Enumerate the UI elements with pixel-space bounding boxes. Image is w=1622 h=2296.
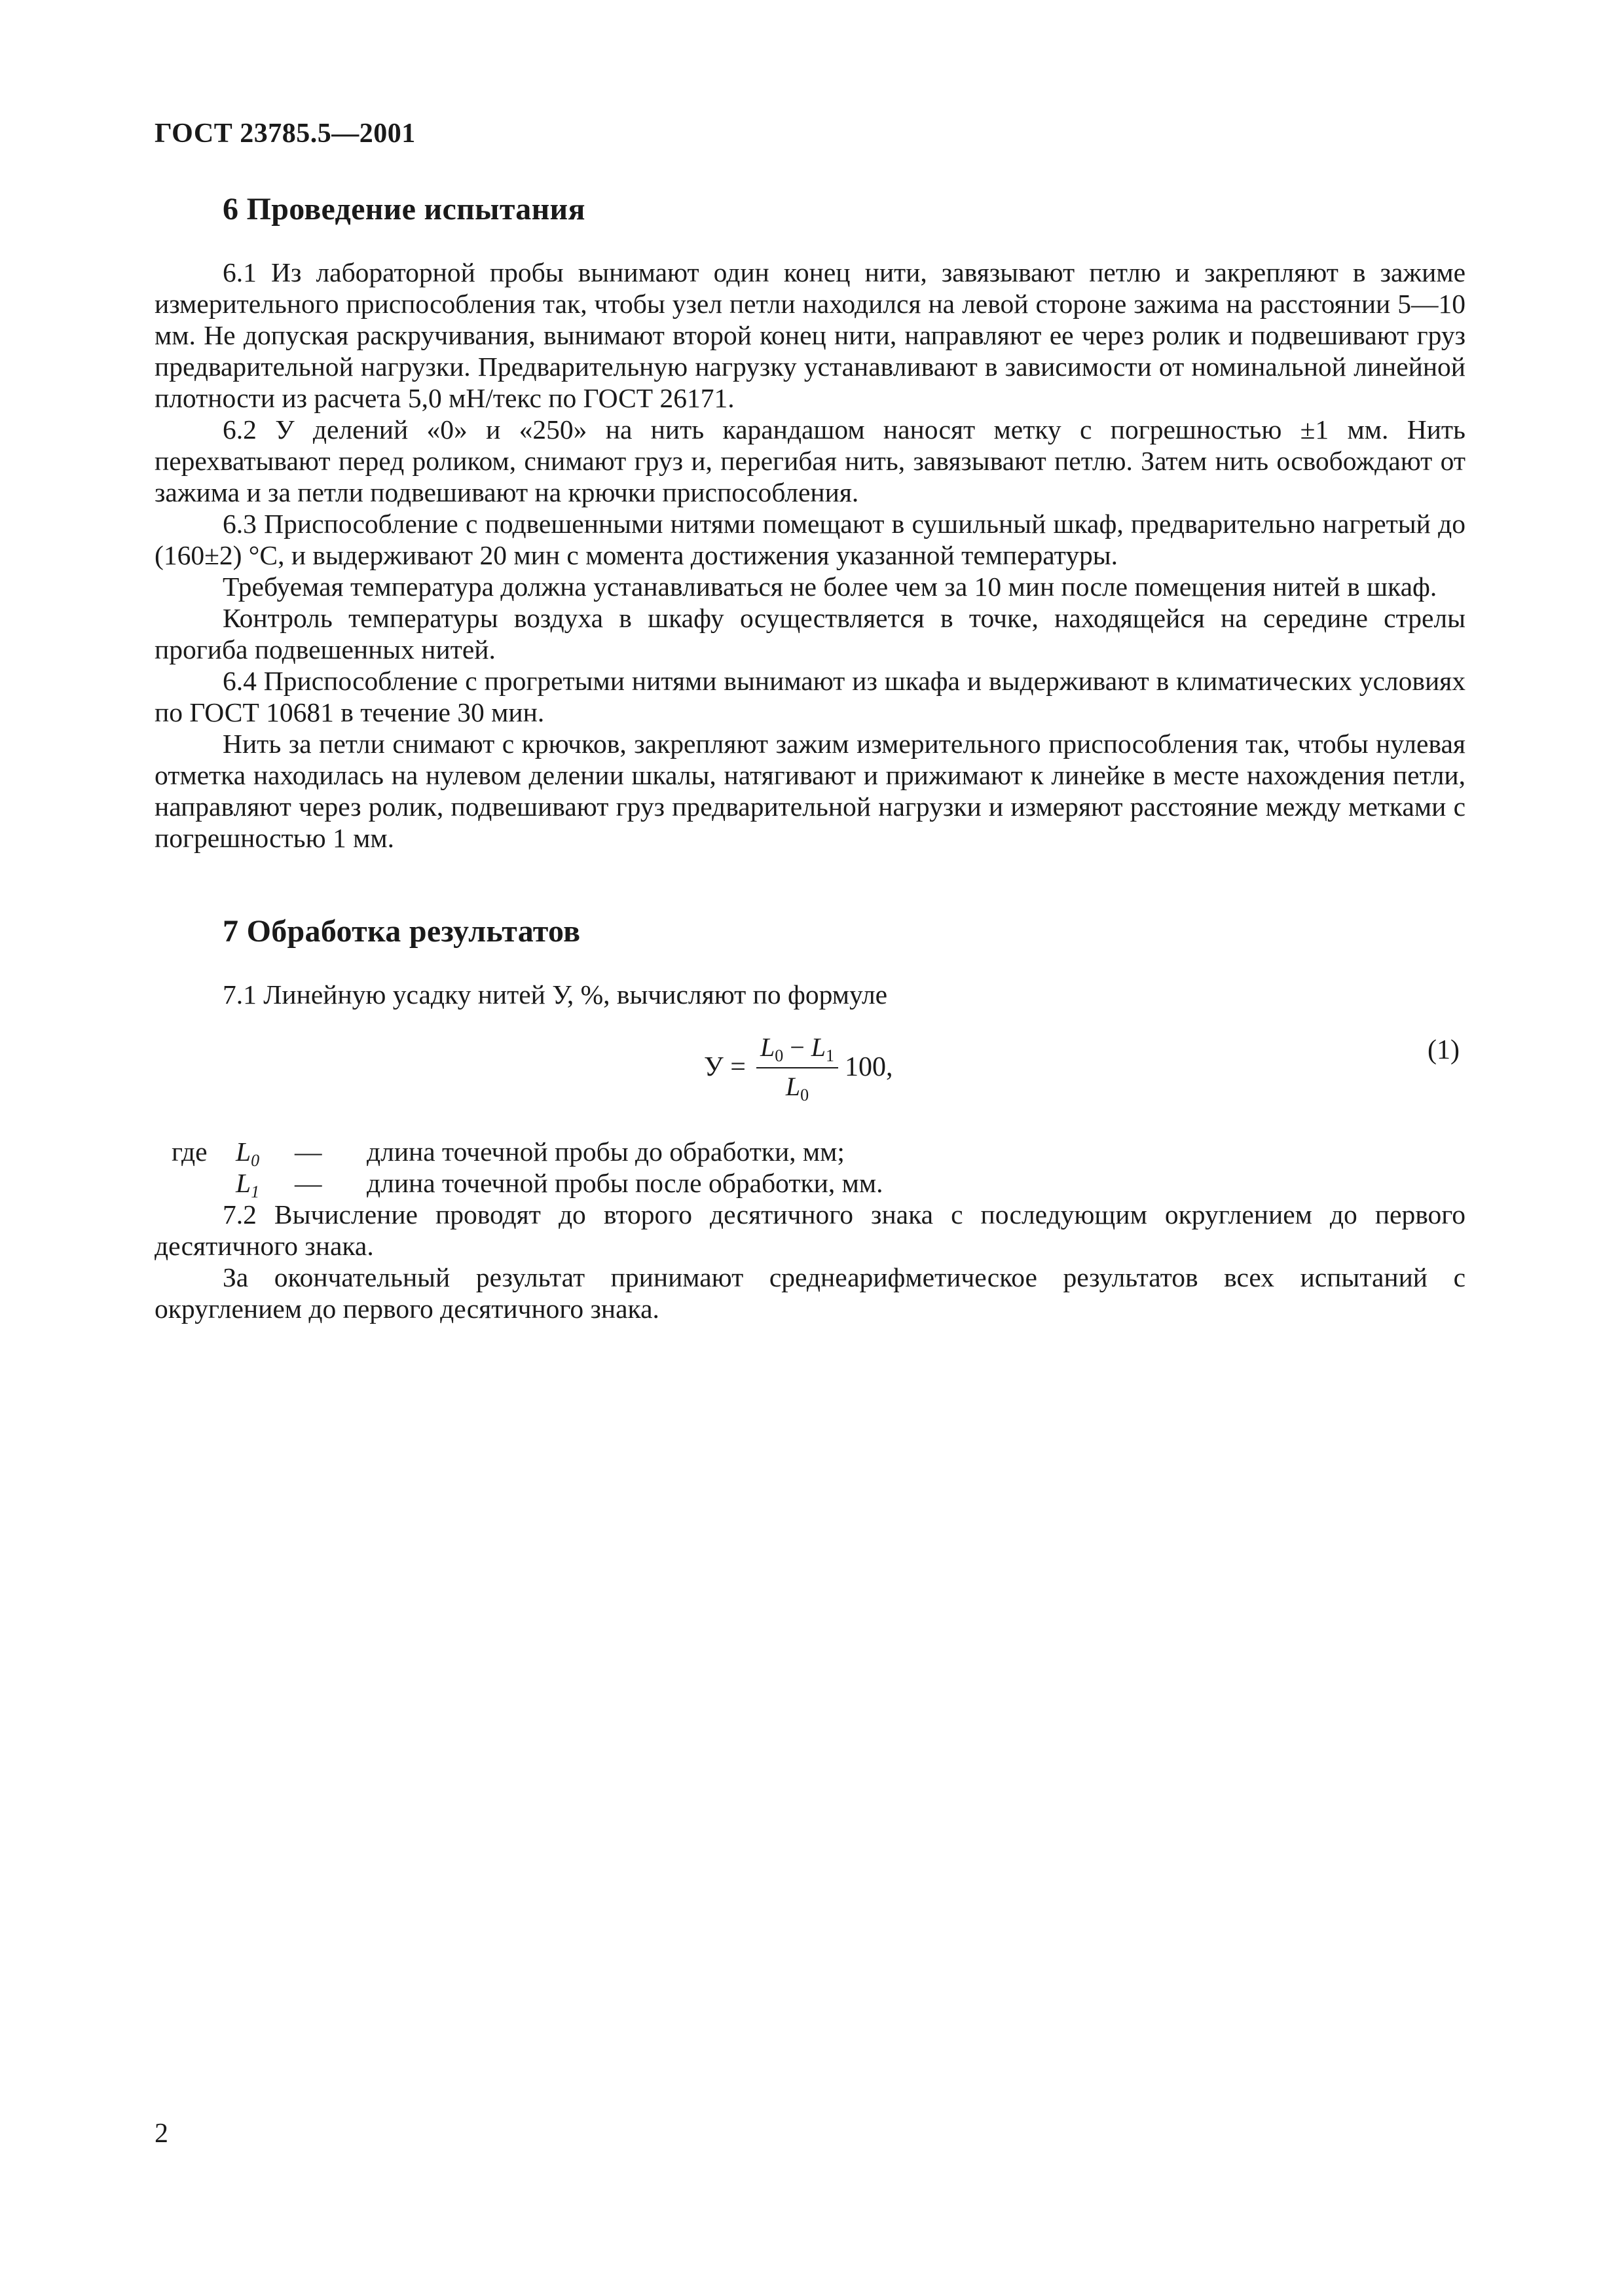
legend-row-l1: $L_1$ — длина точечной пробы после обработки, мм. [236,1168,883,1201]
legend-row-l0: где $L_0$ — длина точечной пробы до обработки, мм; [172,1137,845,1170]
shrinkage-formula [704,1025,893,1110]
paragraph-6-4-measure: Нить за петли снимают с крючков, закрепляют зажим измерительного приспособления так, чтобы нулевая отметка находилась на нулевом делении шкалы, натягивают и прижимают к линейке в месте нахождения петли, направляют через ролик, подвешивают груз предварительной нагрузки и измеряют расстояние между метками с погрешностью 1 мм. [155,729,1465,853]
paragraph-6-3-temperature: Требуемая температура должна устанавливаться не более чем за 10 мин после помещения нитей в шкаф. [223,572,1437,602]
document-code: ГОСТ 23785.5—2001 [155,118,416,149]
legend-text: длина точечной пробы после обработки, мм. [367,1168,883,1198]
page-number: 2 [155,2119,168,2149]
paragraph-6-1: 6.1 Из лабораторной пробы вынимают один конец нити, завязывают петлю и закрепляют в зажиме измерительного приспособления так, чтобы узел петли находился на левой стороне зажима на расстоянии 5—10 мм. Не допуская раскручивания, вынимают второй конец нити, направляют ее через ролик и подвешивают груз предварительной нагрузки. Предварительную нагрузку устанавливают в зависимости от номинальной линейной плотности из расчета 5,0 мН/текс по ГОСТ 26171. [155,257,1465,413]
formula-legend [172,1136,883,1199]
legend-symbol: $L_1$ [236,1168,260,1201]
formula-denominator: $L_0$ [785,1072,809,1104]
section-7-body [155,1199,1465,1324]
legend-lead: где [172,1137,208,1167]
section-7-intro-block [155,979,1465,1010]
formula-numerator: $L_0 - L_1$ [756,1032,838,1068]
legend-text: длина точечной пробы до обработки, мм; [367,1137,845,1167]
formula-number: (1) [1428,1035,1460,1065]
paragraph-7-2: 7.2 Вычисление проводят до второго десятичного знака с последующим округлением до первого десятичного знака. [155,1199,1465,1261]
paragraph-6-4: 6.4 Приспособление с прогретыми нитями вынимают из шкафа и выдерживают в климатических условиях по ГОСТ 10681 в течение 30 мин. [155,666,1465,727]
legend-symbol: $L_0$ [236,1137,260,1170]
section-7-heading: 7 Обработка результатов [223,914,581,949]
formula-multiplier: 100, [845,1052,893,1082]
section-6-heading: 6 Проведение испытания [223,192,585,227]
paragraph-6-3-control: Контроль температуры воздуха в шкафу осуществляется в точке, находящейся на середине стрелы прогиба подвешенных нитей. [155,603,1465,665]
paragraph-7-1: 7.1 Линейную усадку нитей У, %, вычисляют по формуле [223,979,888,1010]
paragraph-7-2-final: За окончательный результат принимают среднеарифметическое результатов всех испытаний с округлением до первого десятичного знака. [155,1262,1465,1324]
paragraph-6-3: 6.3 Приспособление с подвешенными нитями помещают в сушильный шкаф, предварительно нагретый до (160±2) °С, и выдерживают 20 мин с момента достижения указанной температуры. [155,509,1465,570]
section-6-body [155,257,1465,854]
formula-fraction [756,1032,838,1102]
paragraph-6-2: 6.2 У делений «0» и «250» на нить карандашом наносят метку с погрешностью ±1 мм. Нить перехватывают перед роликом, снимают груз и, перегибая нить, завязывают петлю. Затем нить освобождают от зажима и за петли подвешивают на крючки приспособления. [155,414,1465,507]
formula-lhs: У = [704,1052,746,1082]
